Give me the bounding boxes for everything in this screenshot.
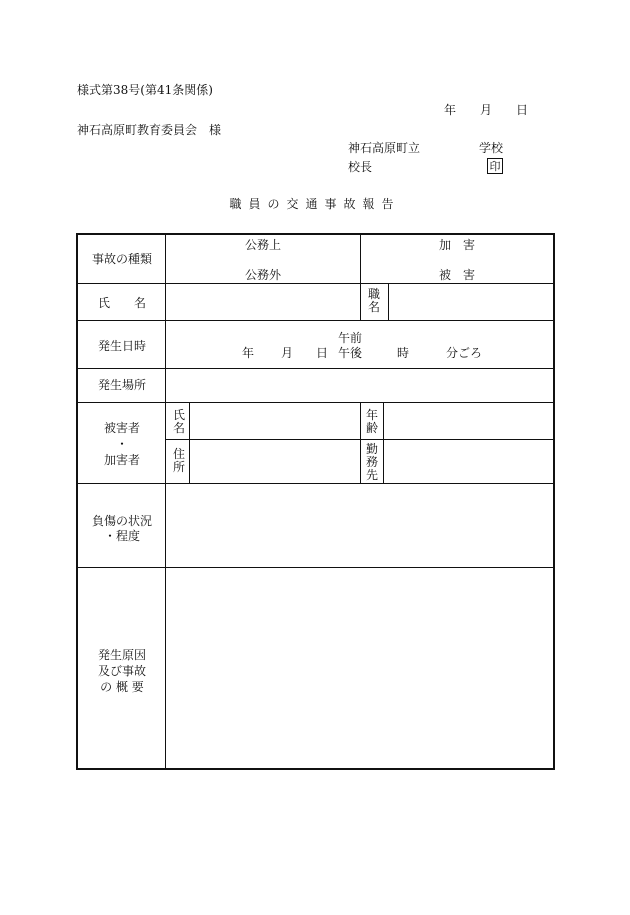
school-suffix: 学校 — [479, 141, 504, 155]
party-name-label: 氏名 — [172, 408, 185, 436]
position-field[interactable] — [389, 287, 553, 317]
party-age-field[interactable] — [384, 405, 553, 437]
datetime-day-label: 日 — [316, 346, 329, 360]
am-option[interactable]: 午前 — [338, 331, 363, 345]
party-workplace-field[interactable] — [384, 442, 553, 480]
school-prefix: 神石高原町立 — [348, 141, 421, 155]
datetime-year-label: 年 — [242, 346, 255, 360]
option-public-duty[interactable]: 公務上 — [244, 238, 281, 252]
accident-type-label: 事故の種類 — [91, 252, 152, 266]
option-victim[interactable]: 被 害 — [438, 268, 475, 282]
place-label: 発生場所 — [97, 378, 146, 392]
party-label-perpetrator: 加害者 — [103, 453, 140, 467]
date-month-label: 月 — [480, 103, 493, 117]
document-title: 職員の交通事故報告 — [229, 197, 401, 211]
cause-label-line3: の 概 要 — [100, 680, 144, 694]
party-address-label: 住所 — [172, 447, 185, 475]
party-label-victim: 被害者 — [103, 421, 140, 435]
place-field[interactable] — [166, 371, 553, 399]
injury-label-line2: ・程度 — [103, 529, 140, 543]
form-number: 様式第38号(第41条関係) — [77, 83, 213, 97]
datetime-minute-label: 分ごろ — [446, 346, 483, 360]
pm-option[interactable]: 午後 — [338, 346, 363, 360]
option-perpetrator[interactable]: 加 害 — [438, 238, 475, 252]
cause-label-line2: 及び事故 — [97, 664, 146, 678]
datetime-month-label: 月 — [281, 346, 294, 360]
name-label: 氏 名 — [97, 296, 146, 310]
date-year-label: 年 — [444, 103, 457, 117]
seal-mark: 印 — [487, 158, 503, 174]
position-label: 職名 — [367, 287, 380, 315]
injury-field[interactable] — [166, 487, 553, 565]
injury-label-line1: 負傷の状況 — [91, 514, 152, 528]
cause-field[interactable] — [166, 571, 553, 766]
datetime-hour-label: 時 — [397, 346, 410, 360]
principal-label: 校長 — [348, 160, 373, 174]
party-age-label: 年齢 — [365, 408, 378, 436]
school-name-line — [348, 141, 504, 155]
party-workplace-label: 勤務先 — [365, 442, 378, 483]
datetime-label: 発生日時 — [97, 339, 146, 353]
report-table — [76, 233, 555, 770]
addressee: 神石高原町教育委員会 様 — [77, 123, 222, 137]
party-name-field[interactable] — [190, 405, 360, 437]
report-date — [444, 104, 528, 116]
party-address-field[interactable] — [190, 442, 360, 480]
name-field[interactable] — [166, 287, 360, 317]
date-day-label: 日 — [516, 103, 529, 117]
option-off-duty[interactable]: 公務外 — [244, 268, 281, 282]
cause-label-line1: 発生原因 — [97, 648, 146, 662]
party-label-dot: ・ — [115, 437, 128, 451]
